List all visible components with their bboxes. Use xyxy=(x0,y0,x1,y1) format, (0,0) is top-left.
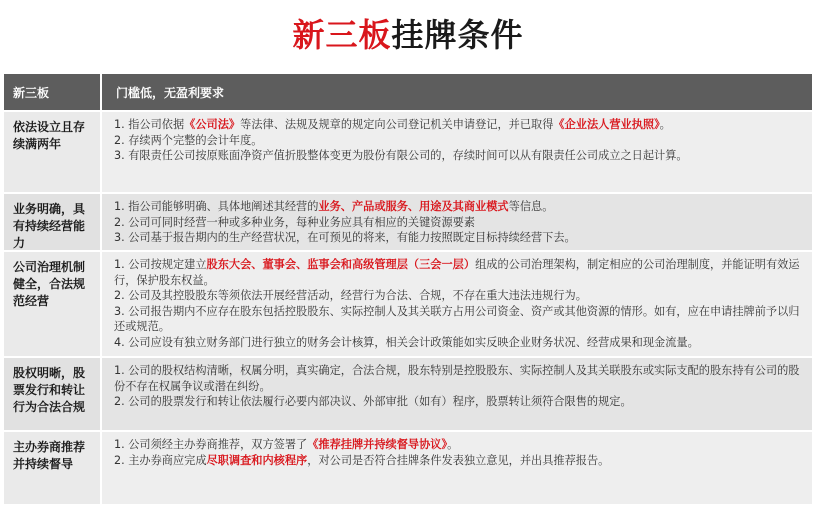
table-row xyxy=(4,252,812,356)
row-content xyxy=(102,432,812,504)
conditions-table xyxy=(4,74,812,504)
list-item: 3. 公司报告期内不应存在股东包括控股股东、实际控制人及其关联方占用公司资金、资产或其他资源的情形。如有，应在申请挂牌前予以归还或规范。 xyxy=(114,304,800,334)
row-label: 业务明确，具有持续经营能力 xyxy=(4,194,100,250)
table-row xyxy=(4,112,812,192)
list-item: 1. 公司的股权结构清晰，权属分明，真实确定，合法合规，股东特别是控股股东、实际控制人及其关联股东或实际支配的股东持有公司的股份不存在权属争议或潜在纠纷。 xyxy=(114,364,800,393)
title-rest: 挂牌条件 xyxy=(391,16,524,54)
list-item: 2. 公司及其控股股东等须依法开展经营活动，经营行为合法、合规，不存在重大违法违规行为。 xyxy=(114,289,587,303)
title-highlight: 新三板 xyxy=(292,16,392,54)
list-item: 4. 公司应设有独立财务部门进行独立的财务会计核算，相关会计政策能如实反映企业财务状况、经营成果和现金流量。 xyxy=(114,335,699,349)
table-row xyxy=(4,432,812,504)
list-item: 2. 主办券商应完成尽职调查和内核程序，对公司是否符合挂牌条件发表独立意见，并出具推荐报告。 xyxy=(114,453,610,467)
list-item: 3. 有限责任公司按原账面净资产值折股整体变更为股份有限公司的，存续时间可以从有限责任公司成立之日起计算。 xyxy=(114,149,688,163)
list-item: 1. 指公司能够明确、具体地阐述其经营的业务、产品或服务、用途及其商业模式等信息。 xyxy=(114,200,554,213)
list-item: 2. 公司可同时经营一种或多种业务，每种业务应具有相应的关键资源要素 xyxy=(114,215,476,229)
list-item: 1. 指公司依据《公司法》等法律、法规及规章的规定向公司登记机关申请登记，并已取得《企业法人营业执照》。 xyxy=(114,118,671,131)
row-label: 主办券商推荐并持续督导 xyxy=(4,432,100,504)
list-item: 2. 存续两个完整的会计年度。 xyxy=(114,133,263,147)
table-row xyxy=(4,194,812,250)
row-content xyxy=(102,358,812,430)
list-item: 3. 公司基于报告期内的生产经营状况，在可预见的将来，有能力按照既定目标持续经营下去。 xyxy=(114,231,576,245)
row-label: 依法设立且存续满两年 xyxy=(4,112,100,192)
row-label: 股权明晰，股票发行和转让行为合法合规 xyxy=(4,358,100,430)
row-content xyxy=(102,194,812,250)
list-item: 1. 公司按规定建立股东大会、董事会、监事会和高级管理层（三会一层）组成的公司治理架构，制定相应的公司治理制度，并能证明有效运行，保护股东权益。 xyxy=(114,258,800,287)
list-item: 2. 公司的股票发行和转让依法履行必要内部决议、外部审批（如有）程序，股票转让须符合限售的规定。 xyxy=(114,395,632,409)
row-content xyxy=(102,252,812,356)
row-content xyxy=(102,112,812,192)
header-left-cell: 新三板 xyxy=(4,74,100,110)
page-title xyxy=(0,14,816,56)
table-header-row xyxy=(4,74,812,110)
table-row xyxy=(4,358,812,430)
row-label: 公司治理机制健全，合法规范经营 xyxy=(4,252,100,356)
header-right-cell: 门槛低，无盈利要求 xyxy=(102,74,812,110)
list-item: 1. 公司须经主办券商推荐，双方签署了《推荐挂牌并持续督导协议》。 xyxy=(114,438,459,451)
